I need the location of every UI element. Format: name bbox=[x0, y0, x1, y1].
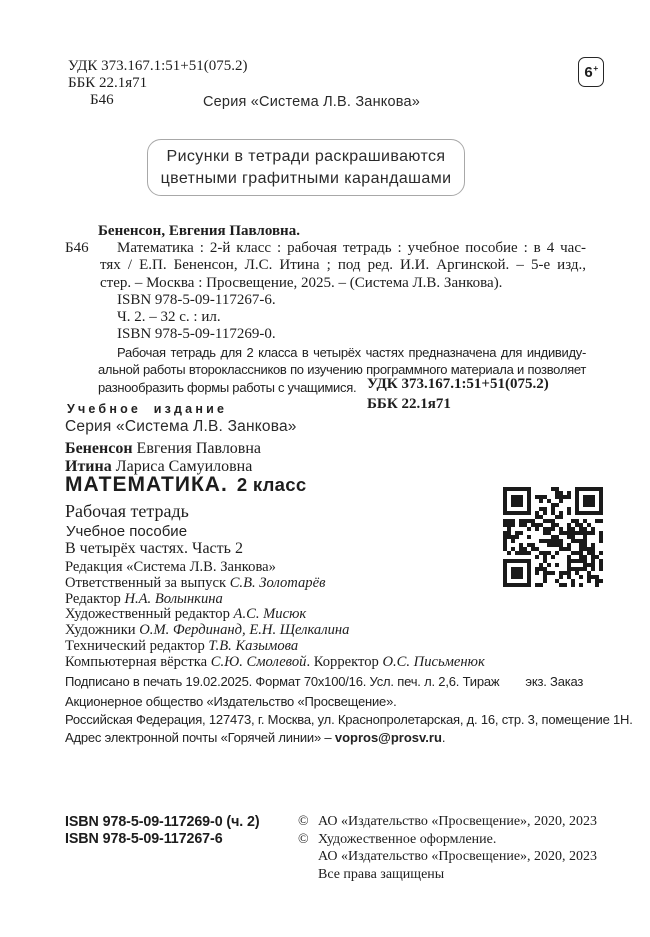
book-title: МАТЕМАТИКА. bbox=[65, 473, 228, 496]
bib-catalog-code: Б46 bbox=[65, 240, 89, 256]
copyright-text: Художественное оформление. bbox=[318, 831, 497, 847]
credit-name-2: О.С. Письменюк bbox=[378, 653, 485, 670]
print-info: Подписано в печать 19.02.2025. Формат 70х100/16. Усл. печ. л. 2,6. Тираж bbox=[65, 674, 500, 689]
credit-name: Н.А. Волынкина bbox=[120, 590, 223, 607]
age-rating-plus: + bbox=[593, 63, 599, 73]
catalog-code: Б46 bbox=[90, 92, 114, 108]
print-info-line bbox=[65, 674, 583, 689]
author-given-names: Евгения Павловна bbox=[132, 440, 262, 457]
credit-name: Т.В. Казымова bbox=[204, 637, 299, 654]
udk-code: УДК 373.167.1:51+51(075.2) bbox=[68, 58, 248, 74]
age-rating-number: 6 bbox=[584, 63, 593, 81]
print-info-tail: экз. Заказ bbox=[525, 674, 584, 689]
copyright-list bbox=[298, 813, 597, 883]
credit-role-2: . Корректор bbox=[306, 653, 379, 670]
bib-description bbox=[65, 240, 586, 343]
udk-code-bold: УДК 373.167.1:51+51(075.2) bbox=[367, 376, 549, 392]
copyright-text: АО «Издательство «Просвещение», 2020, 2023 bbox=[318, 849, 598, 864]
bib-line: Математика : 2-й класс : рабочая тетрадь : учебное пособие : в 4 час- bbox=[117, 240, 586, 257]
credit-row bbox=[65, 607, 485, 623]
isbn-line: ISBN 978-5-09-117267-6 bbox=[65, 830, 223, 847]
credit-name: С.Ю. Смолевой bbox=[207, 653, 307, 670]
email-label: Адрес электронной почты «Горячей линии» – bbox=[65, 730, 335, 745]
credit-role: Редактор bbox=[65, 590, 121, 607]
series-title: Серия «Система Л.В. Занкова» bbox=[203, 94, 421, 110]
annotation-line: Рабочая тетрадь для 2 класса в четырёх частях предназначена для индивиду- bbox=[117, 345, 586, 360]
credit-role: Художественный редактор bbox=[65, 606, 230, 623]
book-title-row bbox=[65, 473, 306, 497]
edition-series: Серия «Система Л.В. Занкова» bbox=[65, 418, 297, 435]
subtitle-type: Учебное пособие bbox=[66, 523, 188, 540]
credit-role: Компьютерная вёрстка bbox=[65, 653, 208, 670]
hotline-email-line bbox=[65, 730, 445, 745]
classification-right bbox=[367, 374, 549, 414]
credit-role: Редакция «Система Л.В. Занкова» bbox=[65, 559, 276, 575]
credit-role: Технический редактор bbox=[65, 637, 205, 654]
email-address: vopros@prosv.ru bbox=[334, 730, 442, 745]
bib-line: Ч. 2. – 32 с. : ил. bbox=[117, 309, 221, 326]
grade-label: 2 класс bbox=[236, 474, 307, 495]
edition-type-label: Учебное издание bbox=[67, 402, 228, 416]
copyright-row bbox=[298, 831, 597, 849]
author-surname: Итина bbox=[65, 457, 112, 475]
bib-line: ISBN 978-5-09-117269-0. bbox=[117, 326, 276, 343]
isbn-list bbox=[65, 814, 260, 847]
credit-name: С.В. Золотарёв bbox=[226, 574, 326, 591]
bib-line: ISBN 978-5-09-117267-6. bbox=[117, 291, 276, 308]
bib-author-heading: Бененсон, Евгения Павловна. bbox=[98, 223, 300, 239]
bib-line: стер. – Москва : Просвещение, 2025. – (Система Л.В. Занкова). bbox=[100, 274, 503, 291]
coloring-note-line: цветными графитными карандашами bbox=[160, 169, 452, 187]
credit-name: О.М. Фердинанд, Е.Н. Щелкалина bbox=[135, 622, 350, 639]
credit-row bbox=[65, 592, 485, 608]
author-surname: Бененсон bbox=[65, 440, 133, 457]
copyright-text: Все права защищены bbox=[318, 866, 445, 882]
age-rating-badge bbox=[578, 57, 604, 87]
author-given-names: Лариса Самуиловна bbox=[111, 457, 253, 475]
copyright-text: АО «Издательство «Просвещение», 2020, 2023 bbox=[318, 814, 598, 829]
coloring-note-line: Рисунки в тетради раскрашиваются bbox=[166, 148, 446, 165]
credit-row bbox=[65, 655, 485, 671]
copyright-mark: © bbox=[298, 814, 309, 829]
bbk-code: ББК 22.1я71 bbox=[68, 75, 148, 91]
email-tail: . bbox=[441, 730, 446, 745]
subtitle-parts: В четырёх частях. Часть 2 bbox=[65, 540, 243, 557]
authors-list bbox=[65, 440, 261, 475]
bbk-code-bold: ББК 22.1я71 bbox=[367, 396, 451, 412]
author-row bbox=[65, 440, 261, 458]
credit-role: Художники bbox=[65, 622, 136, 639]
copyright-row bbox=[298, 813, 597, 831]
credit-role: Ответственный за выпуск bbox=[65, 574, 227, 591]
credits-list bbox=[65, 560, 485, 671]
isbn-line: ISBN 978-5-09-117269-0 (ч. 2) bbox=[65, 814, 260, 830]
publisher-line: Акционерное общество «Издательство «Просвещение». bbox=[65, 694, 397, 709]
copyright-mark: © bbox=[298, 831, 309, 847]
credit-name: А.С. Мисюк bbox=[229, 606, 307, 623]
credit-row bbox=[65, 623, 485, 639]
subtitle-workbook: Рабочая тетрадь bbox=[65, 501, 189, 521]
bib-line: тях / Е.П. Бененсон, Л.С. Итина ; под ред. И.И. Аргинской. – 5-е изд., bbox=[100, 257, 586, 274]
copyright-row bbox=[298, 866, 597, 884]
coloring-note-box bbox=[147, 139, 465, 196]
publisher-address: Российская Федерация, 127473, г. Москва, ул. Краснопролетарская, д. 16, стр. 3, помещение 1Н. bbox=[65, 712, 633, 727]
annotation-line: альной работы второклассников по изучению программного материала и позволяет bbox=[98, 362, 586, 378]
credit-row bbox=[65, 560, 485, 576]
bibliographic-entry bbox=[65, 223, 586, 343]
copyright-row bbox=[298, 848, 597, 866]
qr-code bbox=[503, 487, 603, 587]
credit-row bbox=[65, 576, 485, 592]
credit-row bbox=[65, 639, 485, 655]
annotation-line: разнообразить формы работы с учащимися. bbox=[98, 379, 357, 395]
